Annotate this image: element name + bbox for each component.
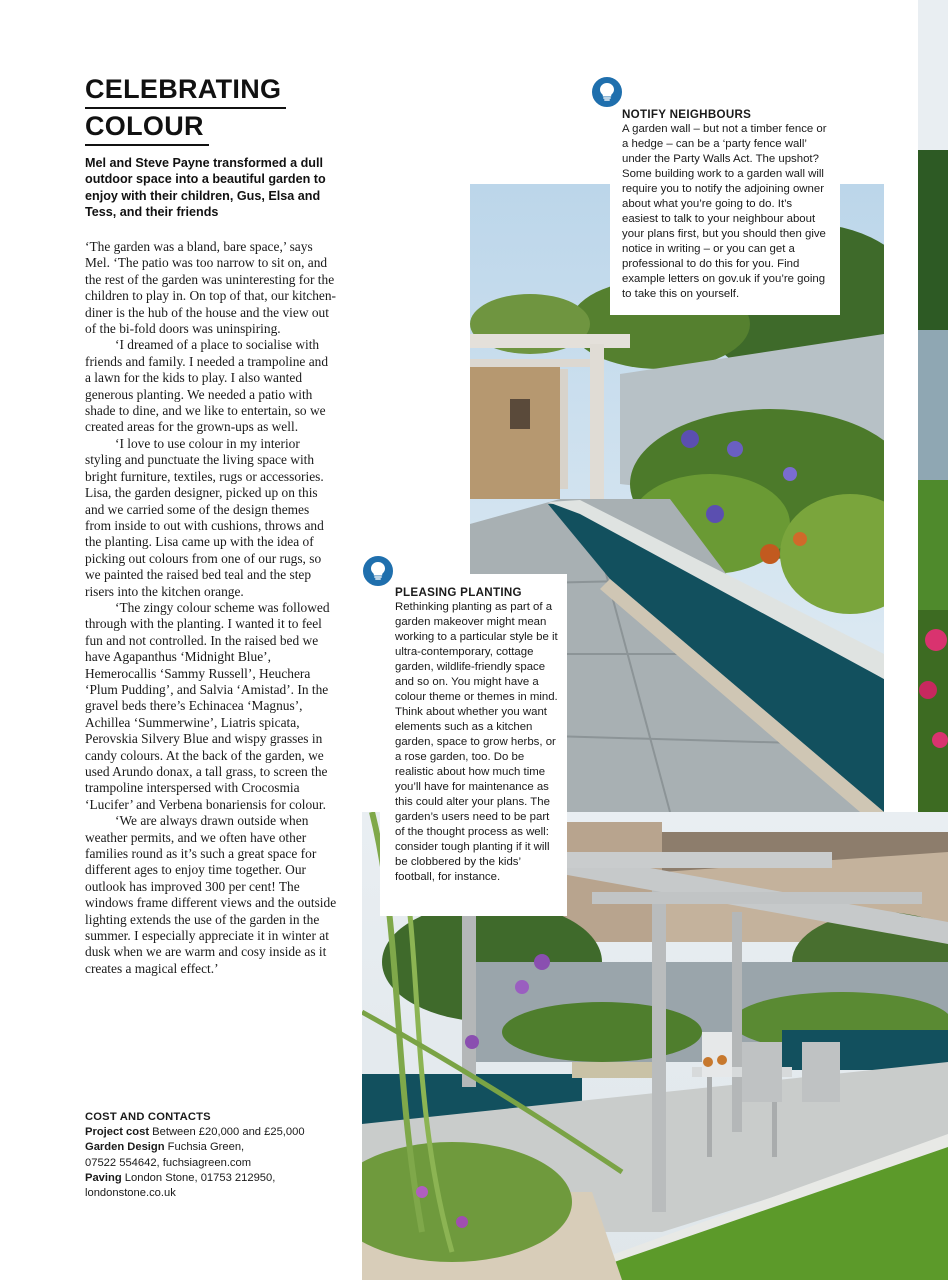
project-cost-value: Between £20,000 and £25,000: [149, 1126, 305, 1139]
title-line-1: CELEBRATING: [85, 72, 286, 109]
garden-design-label: Garden Design: [85, 1141, 165, 1154]
garden-design-contact: 07522 554642, fuchsiagreen.com: [85, 1156, 252, 1169]
body-paragraph: ‘I dreamed of a place to socialise with friends and family. I needed a trampoline and a lawn for the kids to play. I also wanted generous planting. We needed a patio with shade to dine, and we like to entertain, so we created areas for the grown-ups as well.: [85, 337, 329, 435]
boxout-text: Rethinking planting as part of a garden makeover might mean working to a particular style be it ultra-contemporary, cottage garden, wildlife-friendly space and so on. You might have a colour theme or themes in mind. Think about whether you want elements such as a kitchen garden, space to grow herbs, or a rose garden, too. Do be realistic about how much time you’ll have for maintenance as this could alter your plans. The garden’s users need to be part of the thought process as well: consider tough planting if it will be clobbered by the kids’ football, for instance.: [395, 601, 558, 883]
project-cost-label: Project cost: [85, 1126, 150, 1139]
boxout-notify-neighbours: [610, 100, 840, 315]
boxout-pleasing-planting: [380, 574, 567, 916]
body-paragraph: ‘I love to use colour in my interior styling and punctuate the living space with bright furniture, textiles, rugs or accessories. Lisa, the garden designer, picked up on this and we carried some of the design themes from inside to out with cushions, throws and the planting. Lisa came up with the idea of picking out colours from one of our rugs, so we painted the raised bed teal and the step risers into the kitchen orange.: [85, 435, 324, 599]
article-title: [85, 72, 286, 146]
article-body: [85, 239, 337, 977]
contacts-heading: COST AND CONTACTS: [85, 1111, 211, 1123]
boxout-heading: NOTIFY NEIGHBOURS: [622, 108, 752, 121]
boxout-heading: PLEASING PLANTING: [395, 586, 522, 599]
paving-label: Paving: [85, 1171, 122, 1184]
paving-line: [85, 1171, 345, 1186]
lightbulb-icon: [361, 554, 395, 588]
garden-design-value: Fuchsia Green,: [164, 1141, 245, 1154]
body-paragraph: ‘The garden was a bland, bare space,’ says Mel. ‘The patio was too narrow to sit on, and the rest of the garden was uninteresting for the children to play in. On top of that, our kitchen-diner is the hub of the house and the view out of the bi-fold doors was uninspiring.: [85, 239, 337, 337]
cost-and-contacts: [85, 1110, 345, 1201]
garden-photo-edge: [918, 0, 948, 812]
project-cost-line: [85, 1125, 345, 1140]
title-line-2: COLOUR: [85, 109, 209, 146]
lightbulb-icon: [590, 75, 624, 109]
paving-value: London Stone, 01753 212950,: [121, 1171, 276, 1184]
paving-contact: londonstone.co.uk: [85, 1187, 176, 1200]
body-paragraph: ‘We are always drawn outside when weather permits, and we often have other families round as it’s such a great space for different ages to enjoy time together. Our outlook has improved 300 per cent! The windows frame different views and the outside lighting extends the use of the garden in the summer. I especially appreciate it in winter at dusk when we are warm and cosy inside as it creates a magical effect.’: [85, 813, 337, 976]
body-paragraph: ‘The zingy colour scheme was followed through with the planting. I wanted it to feel fun and not controlled. In the raised bed we have Agapanthus ‘Midnight Blue’, Hemerocallis ‘Sammy Russell’, Heuchera ‘Plum Pudding’, and Salvia ‘Amistad’. In the gravel beds there’s Echinacea ‘Magnus’, Achillea ‘Summerwine’, Liatris spicata, Perovskia Silvery Blue and wispy grasses in candy colours. At the back of the garden, we used Arundo donax, a tall grass, to screen the trampoline interspersed with Crocosmia ‘Lucifer’ and Verbena bonariensis for colour.: [85, 599, 330, 812]
boxout-text: A garden wall – but not a timber fence or a hedge – can be a ‘party fence wall’ under the Party Walls Act. The upshot? Some building work to a garden wall will require you to notify the adjoining owner about what you’re going to do. It’s easiest to talk to your neighbour about your plans first, but you should then give notice in writing – or you can get a professional to do this for you. Find example letters on gov.uk if you’re going to take this on yourself.: [622, 123, 827, 300]
standfirst: Mel and Steve Payne transformed a dull outdoor space into a beautiful garden to enjoy with their children, Gus, Elsa and Tess, and their friends: [85, 156, 326, 220]
garden-design-line: [85, 1140, 345, 1155]
